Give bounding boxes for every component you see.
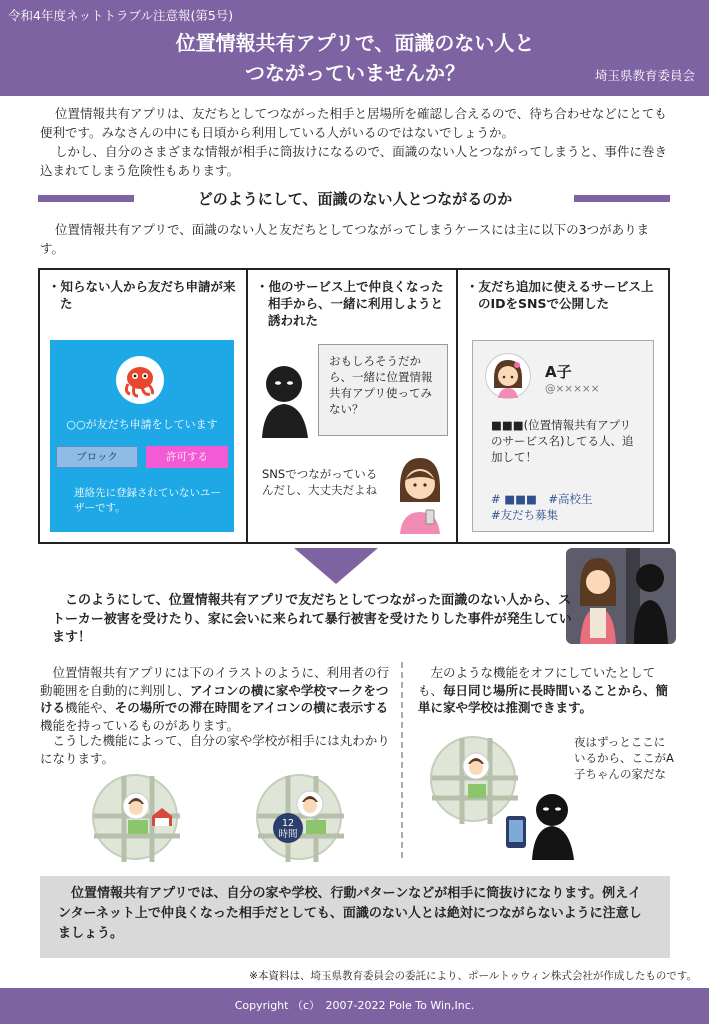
girl-speech-text: SNSでつながっているんだし、大丈夫だよね: [262, 467, 378, 497]
feature-text-b: アイコンの横に家や学校マークをつける: [40, 682, 389, 715]
hashtag-line-1[interactable]: # ■■■ #高校生: [491, 492, 593, 506]
map-stay-time-illustration: [256, 774, 342, 860]
footer-copyright: Copyright （c） 2007-2022 Pole To Win,Inc.: [0, 988, 709, 1024]
stranger-silhouette-icon: [256, 362, 318, 438]
sns-post-card: [472, 340, 654, 532]
girl-with-phone-icon: [388, 454, 452, 534]
case-2-heading: ・他のサービス上で仲良くなった相手から、一緒に利用しようと誘われた: [256, 279, 444, 328]
page-title: [80, 28, 630, 88]
octopus-avatar-icon: [116, 356, 164, 404]
intro-paragraph-1: 位置情報共有アプリは、友だちとしてつながった相手と居場所を確認し合えるので、待ち合わせなどにとても便利です。みなさんの中にも日頃から利用している人がいるのではないでしょうか。: [40, 106, 667, 140]
post-body: ■■■(位置情報共有アプリのサービス名)してる人、追加して！: [491, 418, 634, 464]
friend-request-message: ○○が友だち申請をしています: [66, 418, 218, 431]
case-id-public-on-sns: [458, 270, 668, 542]
post-username: A子: [545, 363, 572, 381]
feature-text-a: 位置情報共有アプリには下のイラストのように、利用者の行動範囲を自動的に判別し、: [40, 665, 390, 698]
case-invited-by-online-friend: [248, 270, 458, 542]
user-avatar-icon: [485, 353, 531, 399]
summary-box: 位置情報共有アプリでは、自分の家や学校、行動パターンなどが相手に筒抜けになります。例えインターネット上で仲良くなった相手だとしても、面識のない人とは絶対につながらないように注意しましょう。: [40, 876, 670, 958]
allow-button[interactable]: 許可する: [146, 446, 228, 468]
issue-label: 令和4年度ネットトラブル注意報(第5号): [8, 8, 234, 23]
girl-followed-by-stranger-icon: [566, 548, 676, 644]
unregistered-user-note: 連絡先に登録されていないユーザーです。: [74, 487, 221, 514]
title-line-2: つながっていませんか？: [245, 61, 465, 85]
case-3-heading: ・友だち追加に使えるサービス上のIDをSNSで公開した: [466, 279, 654, 311]
case-1-heading: ・知らない人から友だち申請が来た: [48, 279, 236, 311]
hashtag-line-2[interactable]: #友だち募集: [491, 508, 559, 522]
stranger-speech-bubble: おもしろそうだから、一緒に位置情報共有アプリ使ってみない？: [318, 344, 448, 436]
stranger-thought: 夜はずっとここにいるから、ここがA子ちゃんの家だな: [574, 735, 674, 781]
inference-text-a: 左のような機能をオフにしていたとしても、: [418, 665, 656, 698]
inference-explanation: [418, 664, 680, 717]
map-home-marker-illustration: [92, 774, 178, 860]
incident-warning: このようにして、位置情報共有アプリで友だちとしてつながった面識のない人から、ストーカー被害を受けたり、家に会いに来られて暴行被害を受けたりした事件が発生しています！: [52, 593, 572, 645]
section-bar-left: [38, 195, 134, 202]
section-title: どのようにして、面識のない人とつながるのか: [197, 190, 513, 208]
stay-time-number: 12: [281, 818, 295, 829]
publisher-label: 埼玉県教育委員会: [594, 68, 695, 83]
block-button[interactable]: ブロック: [56, 446, 138, 468]
feature-explanation: [40, 664, 395, 734]
intro-paragraph-2: しかし、自分のさまざまな情報が相手に筒抜けになるので、面識のない人とつながってしまうと、事件に巻き込まれてしまう危険性もあります。: [40, 144, 668, 178]
stranger-with-phone-icon: [502, 788, 578, 860]
column-divider: [401, 662, 403, 858]
home-marker-icon: [94, 776, 180, 862]
intro-text: [40, 104, 670, 180]
down-arrow-icon: [294, 548, 378, 584]
post-hashtags: [491, 491, 646, 523]
section-bar-right: [574, 195, 670, 202]
stay-time-unit: 時間: [278, 829, 298, 840]
footnote: ※本資料は、埼玉県教育委員会の委託により、ポールトゥウィン株式会社が作成したものです。: [249, 970, 697, 982]
section-lead: 位置情報共有アプリで、面識のない人と友だちとしてつながってしまうケースには主に以下の3つがあります。: [40, 222, 650, 256]
header-banner: [0, 0, 709, 96]
post-handle: @×××××: [545, 383, 600, 395]
inference-text-b: 毎日同じ場所に長時間いることから、簡単に家や学校は推測できます。: [418, 682, 669, 715]
friend-request-screen: [50, 340, 234, 532]
stay-time-badge: [272, 818, 304, 840]
feature-text-d: その場所での滞在時間をアイコンの横に表示する: [114, 700, 389, 715]
feature-text-e: 機能を持っているものがあります。: [40, 717, 240, 733]
feature-text-c: 機能や、: [65, 700, 115, 715]
title-line-1: 位置情報共有アプリで、面識のない人と: [175, 31, 535, 55]
case-friend-request: [40, 270, 248, 542]
cases-panel: [38, 268, 670, 544]
feature-consequence: こうした機能によって、自分の家や学校が相手には丸わかりになります。: [40, 733, 390, 766]
